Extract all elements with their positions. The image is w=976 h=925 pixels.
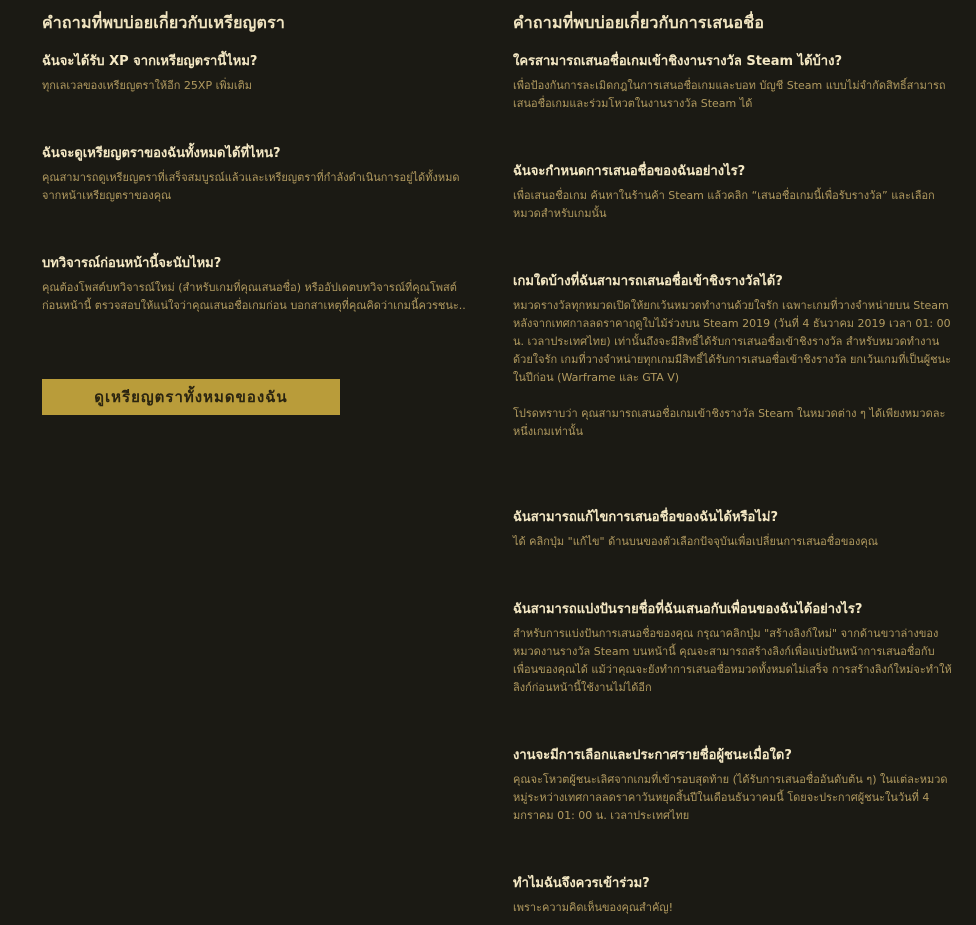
faq-answer: คุณจะโหวตผู้ชนะเลิศจากเกมที่เข้ารอบสุดท้าย (ได้รับการเสนอชื่ออันดับต้น ๆ) ในแต่ละหมวดหมู่ระหว่างเทศกาลลดราคาวันหยุดสิ้นปีในเดือนธันวาคมนี้ โดยจะประกาศผู้ชนะในวันที่ 4 มกราคม 01: 00 น. เวลาประเทศไทย: [513, 773, 948, 822]
faq-item: [513, 273, 953, 441]
faq-question: ฉันจะกำหนดการเสนอชื่อของฉันอย่างไร?: [513, 164, 746, 179]
view-all-medals-button[interactable]: ดูเหรียญตราทั้งหมดของฉัน: [42, 379, 340, 415]
faq-item: [513, 747, 953, 825]
faq-answer: คุณต้องโพสต์บทวิจารณ์ใหม่ (สำหรับเกมที่คุณเสนอชื่อ) หรืออัปเดตบทวิจารณ์ที่คุณโพสต์ก่อนหน้านี้ ตรวจสอบให้แน่ใจว่าคุณเสนอชื่อเกมก่อน บอกสาเหตุที่คุณคิดว่าเกมนี้ควรชนะ..: [42, 281, 466, 312]
faq-answer: เพราะความคิดเห็นของคุณสำคัญ!: [513, 901, 674, 914]
faq-question: ทำไมฉันจึงควรเข้าร่วม?: [513, 876, 650, 891]
faq-answer: หมวดรางวัลทุกหมวดเปิดให้ยกเว้นหมวดทำงานด้วยใจรัก เฉพาะเกมที่วางจำหน่ายบน Steam หลังจากเทศกาลลดราคาฤดูใบไม้ร่วงบน Steam 2019 (วันที่ 4 ธันวาคม 2019 เวลา 01: 00 น. เวลาประเทศไทย) เท่านั้นถึงจะมีสิทธิ์ได้รับการเสนอชื่อเข้าชิงรางวัล สำหรับหมวดทำงานด้วยใจรัก เกมที่วางจำหน่ายทุกเกมมีสิทธิ์ได้รับการเสนอชื่อเข้าชิงรางวัล ยกเว้นเกมที่เป็นผู้ชนะในปีก่อน (Warframe และ GTA V): [513, 299, 952, 384]
faq-item: [513, 53, 953, 113]
faq-answer: ทุกเลเวลของเหรียญตราให้อีก 25XP เพิ่มเติม: [42, 79, 253, 92]
faq-answer-note: โปรดทราบว่า คุณสามารถเสนอชื่อเกมเข้าชิงรางวัล Steam ในหมวดต่าง ๆ ได้เพียงหมวดละหนึ่งเกมเท่านั้น: [513, 407, 946, 438]
faq-item: [513, 875, 953, 917]
faq-question: เกมใดบ้างที่ฉันสามารถเสนอชื่อเข้าชิงรางวัลได้?: [513, 274, 783, 289]
faq-answer: ได้ คลิกปุ่ม "แก้ไข" ด้านบนของตัวเลือกปัจจุบันเพื่อเปลี่ยนการเสนอชื่อของคุณ: [513, 535, 878, 548]
faq-question: ใครสามารถเสนอชื่อเกมเข้าชิงงานรางวัล Steam ได้บ้าง?: [513, 54, 842, 69]
faq-question: ฉันจะดูเหรียญตราของฉันทั้งหมดได้ที่ไหน?: [42, 146, 281, 161]
faq-item: [42, 145, 472, 205]
faq-item: [513, 163, 953, 223]
faq-question: งานจะมีการเลือกและประกาศรายชื่อผู้ชนะเมื่อใด?: [513, 748, 792, 763]
faq-question: ฉันจะได้รับ XP จากเหรียญตรานี้ไหม?: [42, 54, 258, 69]
faq-question: บทวิจารณ์ก่อนหน้านี้จะนับไหม?: [42, 256, 222, 271]
faq-answer: เพื่อป้องกันการละเมิดกฎในการเสนอชื่อเกมและบอท บัญชี Steam แบบไม่จำกัดสิทธิ์สามารถเสนอชื่อเกมและร่วมโหวตในงานรางวัล Steam ได้: [513, 79, 946, 110]
faq-item: [513, 601, 953, 697]
faq-answer: คุณสามารถดูเหรียญตราที่เสร็จสมบูรณ์แล้วและเหรียญตราที่กำลังดำเนินการอยู่ได้ทั้งหมดจากหน้าเหรียญตราของคุณ: [42, 171, 460, 202]
faq-answer: สำหรับการแบ่งปันการเสนอชื่อของคุณ กรุณาคลิกปุ่ม "สร้างลิงก์ใหม่" จากด้านขวาล่างของหมวดงานรางวัล Steam บนหน้านี้ คุณจะสามารถสร้างลิงก์เพื่อแบ่งปันหน้าการเสนอชื่อกับเพื่อนของคุณได้ แม้ว่าคุณจะยังทำการเสนอชื่อหมวดทั้งหมดไม่เสร็จ การสร้างลิงก์ใหม่จะทำให้ลิงก์ก่อนหน้านี้ใช้งานไม่ได้อีก: [513, 627, 952, 694]
nominations-faq-title: คำถามที่พบบ่อยเกี่ยวกับการเสนอชื่อ: [513, 13, 765, 32]
faq-item: [513, 509, 953, 551]
faq-question: ฉันสามารถแบ่งปันรายชื่อที่ฉันเสนอกับเพื่อนของฉันได้อย่างไร?: [513, 602, 863, 617]
medals-faq-title: คำถามที่พบบ่อยเกี่ยวกับเหรียญตรา: [42, 13, 286, 32]
faq-question: ฉันสามารถแก้ไขการเสนอชื่อของฉันได้หรือไม่?: [513, 510, 779, 525]
faq-item: [42, 255, 472, 315]
faq-answer: เพื่อเสนอชื่อเกม ค้นหาในร้านค้า Steam แล้วคลิก “เสนอชื่อเกมนี้เพื่อรับรางวัล” และเลือกหมวดสำหรับเกมนั้น: [513, 189, 935, 220]
faq-item: [42, 53, 472, 95]
